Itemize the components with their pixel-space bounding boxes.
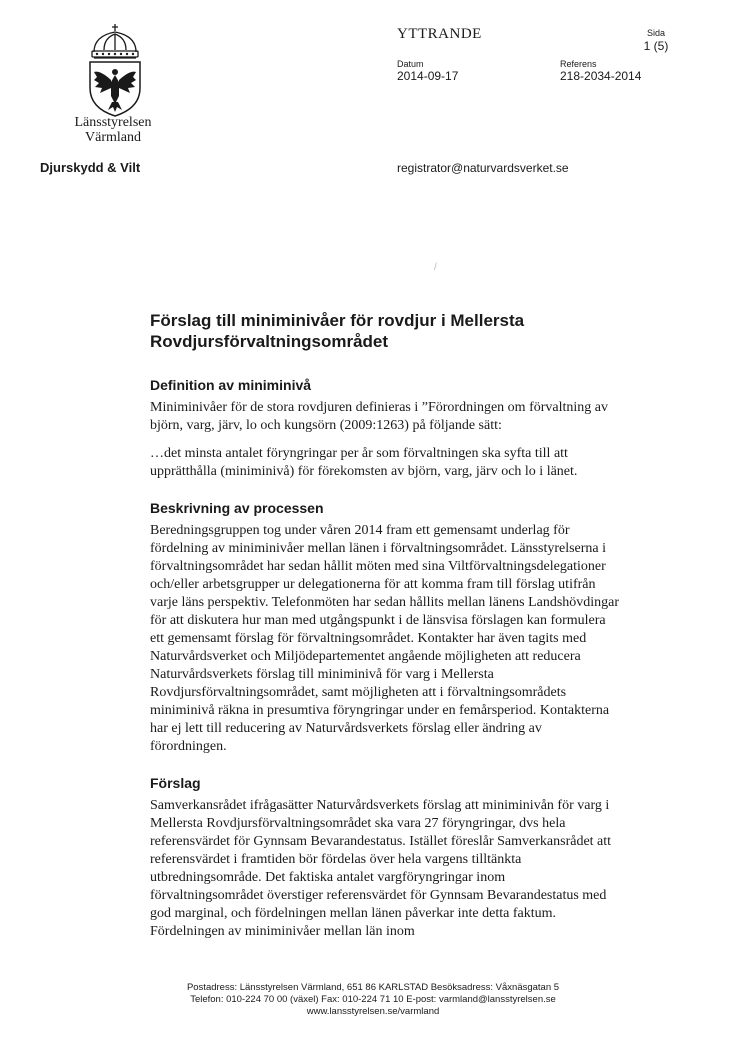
page-label: Sida: [646, 28, 665, 38]
footer-postal-address: Postadress: Länsstyrelsen Värmland, 651 86 KARLSTAD Besöksadress: Våxnäsgatan 5: [186, 982, 560, 993]
reference-value: 218-2034-2014: [560, 69, 642, 83]
section-heading-process: Beskrivning av processen: [150, 500, 324, 516]
coat-of-arms-icon: [80, 22, 150, 120]
organization-name: [48, 115, 178, 145]
department-name: Djurskydd & Vilt: [40, 160, 141, 175]
paragraph: Samverkansrådet ifrågasätter Naturvårdsverkets förslag att miniminivån för varg i Mellersta Rovdjursförvaltningsområdet ska vara 27 föryngringar, dvs hela referensvärdet för Gynnsam Bevarandestatus. Istället föreslår Samverkansrådet att referensvärdet i framtiden bör fördelas över hela vargens tilltänkta utbredningsområde. Det faktiska antalet vargföryngringar inom förvaltningsområdet överstiger referensvärdet för Gynnsam Bevarandestatus med god marginal, och fördelningen mellan länen påverkar inte detta faktum. Fördelningen av miniminivåer mellan län inom: [150, 798, 612, 939]
quote-paragraph: …det minsta antalet föryngringar per år som förvaltningen ska syfta till att upprätthålla (miniminivå) för förekomsten av björn, varg, järv och lo i länet.: [150, 446, 578, 479]
stray-mark: /: [434, 262, 437, 273]
document-body: [150, 310, 620, 941]
paragraph: Miniminivåer för de stora rovdjuren definieras i ”Förordningen om förvaltning av björn, varg, järv, lo och kungsörn (2009:1263) på följande sätt:: [150, 400, 608, 433]
page-footer: [160, 982, 586, 1018]
footer-website: www.lansstyrelsen.se/varmland: [306, 1006, 440, 1017]
section-heading-definition: Definition av miniminivå: [150, 377, 312, 393]
date-value: 2014-09-17: [397, 69, 459, 83]
organization-name-line2: Värmland: [85, 130, 141, 145]
recipient-email: registrator@naturvardsverket.se: [397, 161, 569, 175]
page-number: 1 (5): [643, 39, 669, 53]
document-type: YTTRANDE: [397, 26, 482, 42]
reference-label: Referens: [560, 59, 597, 69]
document-title: Förslag till miniminivåer för rovdjur i Mellersta Rovdjursförvaltningsområdet: [150, 311, 525, 351]
footer-contact: Telefon: 010-224 70 00 (växel) Fax: 010-224 71 10 E-post: varmland@lansstyrelsen.se: [190, 994, 556, 1005]
organization-name-line1: Länsstyrelsen: [74, 115, 152, 130]
paragraph: Beredningsgruppen tog under våren 2014 fram ett gemensamt underlag för fördelning av miniminivåer mellan länen i förvaltningsområdet. Länsstyrelserna i förvaltningsområdet har sedan hållit möten med sina Viltförvaltningsdelegationer och/eller arbetsgrupper ur delegationerna för att komma fram till förslag utifrån varje läns perspektiv. Telefonmöten har sedan hållits mellan länens Landshövdingar för att diskutera hur man med utgångspunkt i de länsvisa förslagen kan formulera ett gemensamt förslag för förvaltningsområdet. Kontakter har även tagits med Naturvårdsverket och Miljödepartementet angående möjligheten att reducera Naturvårdsverkets förslag till miniminivå för varg i Mellersta Rovdjursförvaltningsområdet, samt möjligheten att i förvaltningsområdets miniminivå räkna in presumtiva föryngringar under en femårsperiod. Kontakterna har ej lett till reducering av Naturvårdsverkets förslag eller ändring av förordningen.: [150, 523, 620, 754]
section-heading-proposal: Förslag: [150, 775, 201, 791]
date-label: Datum: [397, 59, 424, 69]
